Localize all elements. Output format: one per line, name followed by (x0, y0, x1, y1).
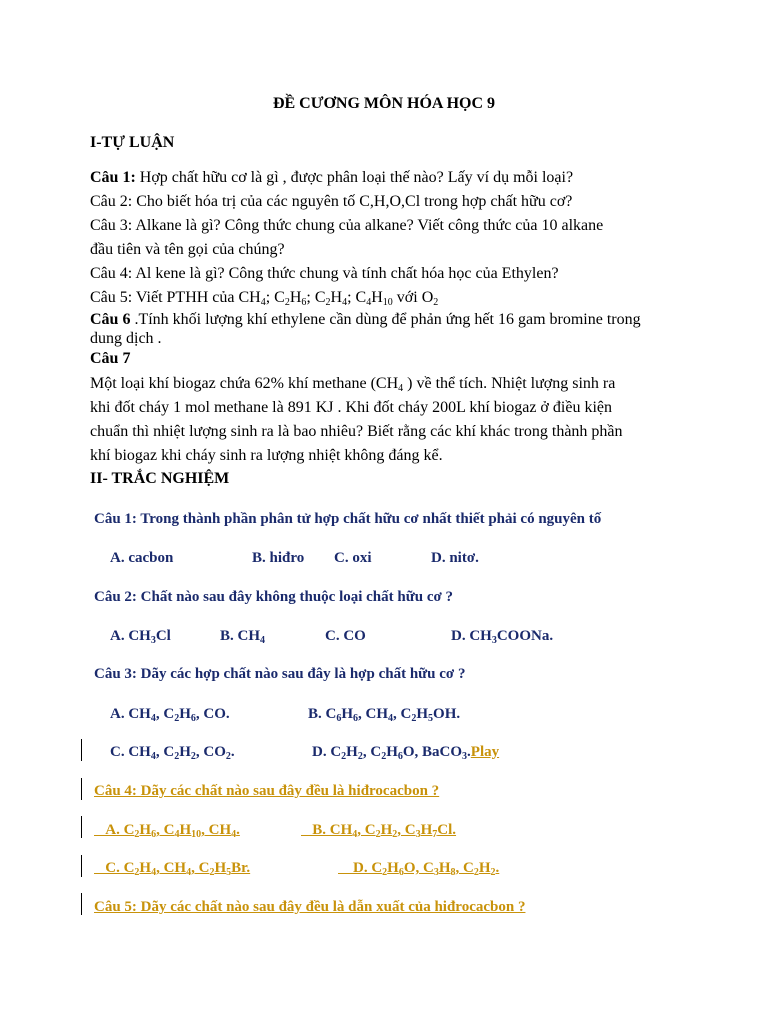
essay-question-7-line-2: khi đốt cháy 1 mol methane là 891 KJ . Khi đốt cháy 200L khí biogaz ở điều kiện (90, 399, 612, 416)
essay-question-7-label: Câu 7 (90, 350, 131, 367)
mc-question-3: Câu 3: Dãy các hợp chất nào sau đây là hợp chất hữu cơ ? (94, 666, 466, 682)
option-a: A. cacbon (110, 550, 174, 566)
essay-question-6-line-2: dung dịch . (90, 330, 162, 347)
essay-question-6-line-1 (90, 310, 641, 330)
question-text: Một loại khí biogaz chứa 62% khí methane (CH (90, 375, 399, 392)
change-bar (81, 739, 82, 761)
question-text: Hợp chất hữu cơ là gì , được phân loại thế nào? Lấy ví dụ mỗi loại? (135, 169, 574, 186)
mc-question-2: Câu 2: Chất nào sau đây không thuộc loại chất hữu cơ ? (94, 589, 454, 605)
mc-question-1: Câu 1: Trong thành phần phân tử hợp chất hữu cơ nhất thiết phải có nguyên tố (94, 511, 602, 527)
mc-question-5: Câu 5: Dãy các chất nào sau đây đều là dẫn xuất của hiđrocacbon ? (94, 899, 526, 915)
option-c: C. oxi (334, 550, 372, 566)
essay-question-7-line-1: Một loại khí biogaz chứa 62% khí methane ($CH_4$ ) về thể tích. Nhiệt lượng sinh ra (90, 375, 616, 394)
option-c: C. $C_2H_4$, $CH_4$, $C_2H_5Br$. (94, 860, 251, 878)
option-c: C. CO (325, 628, 366, 644)
option-b: B. $C_6H_6$, $CH_4$, $C_2H_5OH$. (308, 706, 461, 724)
essay-question-7-line-3: chuẩn thì nhiệt lượng sinh ra là bao nhiêu? Biết rằng các khí khác trong thành phần (90, 423, 623, 440)
option-c: C. $CH_4$, $C_2H_2$, $CO_2$. (110, 744, 235, 762)
essay-question-3-line-2: đầu tiên và tên gọi của chúng? (90, 241, 285, 258)
question-label: Câu 1: (90, 169, 136, 186)
essay-question-7-line-4: khí biogaz khi cháy sinh ra lượng nhiệt không đáng kể. (90, 447, 443, 464)
question-label: Câu 6 (90, 311, 131, 328)
option-a: A. $CH_4$, $C_2H_6$, CO. (110, 706, 230, 724)
option-d: D. $C_2H_6O$, $C_3H_8$, $C_2H_2$. (338, 860, 500, 878)
option-b: B. hiđro (252, 550, 305, 566)
change-bar (81, 893, 82, 915)
essay-question-5: Câu 5: Viết PTHH của $CH_4$; $C_2H_6$; $C_2H_4$; $C_4H_{10}$ với $O_2$ (90, 289, 439, 308)
change-bar (81, 855, 82, 877)
change-bar (81, 816, 82, 838)
section-essay-heading: I-TỰ LUẬN (90, 134, 175, 151)
essay-question-4: Câu 4: Al kene là gì? Công thức chung và tính chất hóa học của Ethylen? (90, 265, 559, 282)
question-text: ) về thể tích. Nhiệt lượng sinh ra (403, 375, 616, 392)
option-d: D. $CH_3COONa$. (451, 628, 554, 646)
change-bar (81, 778, 82, 800)
essay-question-1 (90, 168, 573, 188)
option-a: A. $CH_3Cl$ (110, 628, 171, 646)
question-text: với O (392, 289, 434, 306)
option-d: D. nitơ. (431, 550, 479, 566)
essay-question-2: Câu 2: Cho biết hóa trị của các nguyên tố C,H,O,Cl trong hợp chất hữu cơ? (90, 193, 573, 210)
document-title: ĐỀ CƯƠNG MÔN HÓA HỌC 9 (272, 95, 496, 112)
option-b: B. $CH_4$ (220, 628, 266, 646)
mc-question-4: Câu 4: Dãy các chất nào sau đây đều là hiđrocacbon ? (94, 783, 440, 799)
play-link[interactable]: Play (470, 744, 500, 760)
question-text: Câu 5: Viết PTHH của (90, 289, 239, 306)
option-b: B. $CH_4$, $C_2H_2$, $C_3H_7Cl$. (301, 822, 457, 840)
question-text: .Tính khối lượng khí ethylene cần dùng để phản ứng hết 16 gam bromine trong (130, 311, 641, 328)
option-a: A. $C_2H_6$, $C_4H_{10}$, $CH_4$. (94, 822, 240, 840)
option-d: D. $C_2H_2$, $C_2H_6O$, BaCO$_3$.Play (312, 744, 500, 762)
section-multiple-choice-heading: II- TRẮC NGHIỆM (90, 470, 230, 487)
essay-question-3-line-1: Câu 3: Alkane là gì? Công thức chung của alkane? Viết công thức của 10 alkane (90, 217, 604, 234)
